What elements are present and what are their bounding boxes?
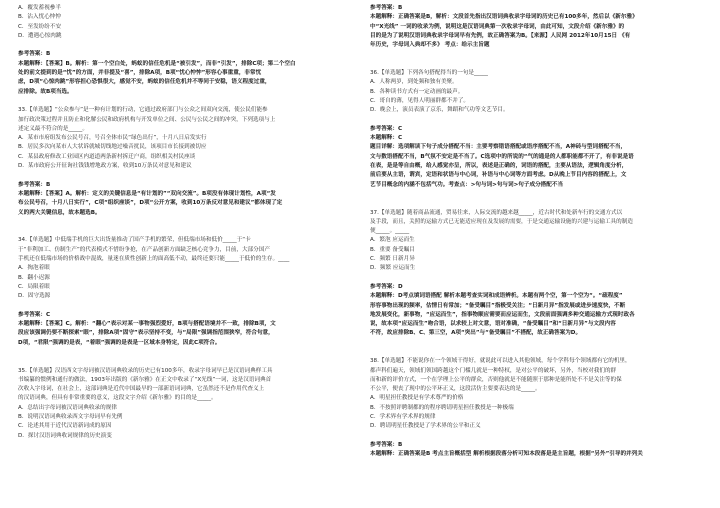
answer-line: 参考答案：B (18, 51, 51, 58)
text-line: 次收入字母词，在社会上，这部词典是近代中国最早的一部新语词词典，它虽然还不是作用代查义上 (18, 386, 265, 393)
text-line: 手机还在低端市场的价格战中混战，量迷在质性创新上的面高低不动，最终还要只能_____于低价的生存。____ (18, 256, 290, 263)
option-line: B．翻小迟源 (18, 274, 50, 281)
text-line: 处的前文提到的是“忧”的方面，并非提及“喜”，排除A项，B项“忧心忡忡”形容心事重重，非常忧 (18, 70, 262, 77)
option-line: A．覆发蓄视參半 (18, 5, 61, 11)
blank-line (18, 227, 352, 236)
option-line: C．某县政府修改工业园区内道道两条新村拆迁户商，组织相关村民座谈 (18, 153, 196, 160)
option-line: C．局限着眼 (18, 283, 50, 290)
option-line: D．固守选源 (18, 293, 51, 300)
option-line: D．晚会上，演员表演了京乐，舞蹈和气功等文艺节目。 (370, 107, 509, 114)
option-line: C．学术界有学术界的规律 (370, 414, 436, 421)
explanation-line: 本题解释：正确答案是B 考点主旨概括型 解析根据段落分析可知本段落是是主旨题，根据“另外”引导的并列关 (370, 451, 643, 458)
text-line: 中“X光线” 一词的收录为例，说明这是汉语词典第一次收录字母词，由此可知，文段介绍《新尔雅》的 (370, 23, 625, 30)
option-line: A．人称两岁，到处频和独有美聚。 (370, 79, 458, 86)
text-line: 地发展变化，新事物，“应运而生”，指事物顺应需要而应运而生，文段前面强调多种交通运输方式现时政各 (370, 311, 635, 318)
blank-line (18, 218, 352, 227)
text-line: 说，故本项“应运而生”吻合语，以求较上对文意，语对准确，“备受瞩目”和“日新月异”与文段内容 (370, 321, 616, 328)
text-line: 加行政决策过程并且防止和化解公民和政府机构与开发单位之间、公民与公民之间的冲突，下列选项与上 (18, 116, 276, 123)
option-line: C．哥自的薄，见得人明丽群都不并了。 (370, 97, 470, 104)
option-line: A．总结出字母词被汉语词典收录的规律 (18, 404, 117, 411)
blank-line (370, 116, 704, 125)
text-line: 都声科们遍天，领域们领国跨越这个门槛几就是一种特权，是对公平的破坏，另外，当校对我们的群 (370, 367, 617, 374)
explanation-line: 本题解释：【答案】B。解析：第一个空白处，蚂蚁的信任危机是“被引发”，而非“引发”，排除C项；第二个空白 (18, 60, 296, 67)
option-line: B．各种读书方式有一定动画的最声。 (370, 88, 464, 95)
option-line: B．居民多次向某市人大状诉就城切线地过噪音扰民，该项目市长接到被切应 (18, 144, 207, 151)
text-line: 及手段，而且，关照的运输方式已无能适应现在及发展的需要，于是交通运输设施的兴建与运输工具的制造 (370, 218, 633, 225)
explanation-line: 本题解释：C (370, 135, 403, 142)
option-line: B．说明汉语词典收录西文字母词早有先例 (18, 414, 123, 421)
text-line: 在表，是是等自由概，给人感觉亦呈，所以，表述是正确的，词语的搭配，主要从语法，逻辑角度分析， (370, 163, 628, 170)
option-line: A．掏泡着眼 (18, 265, 50, 272)
answer-line: 参考答案：B (370, 5, 403, 11)
blank-line (370, 60, 704, 69)
text-line: 不公平，便丧了现中的公平环正义，这段活仿主要要表达的是_____。 (370, 386, 541, 393)
explanation-line: 本题解释：D考点填词语搭配 解析本题考查实词和成语辨析。本题有两个空，第一个空为“。“疏程度” (370, 293, 623, 300)
option-line: A．繁泡 应运而生 (370, 237, 415, 244)
blank-line (18, 302, 352, 311)
blank-line (18, 357, 352, 366)
question-line: 34.【单选题】中低端手机的巨大出货量推动了国产手机的繁荣，但低端市场和低价_____于“卡 (18, 237, 251, 244)
explanation-line: 本题解释：【答案】A。解析：定义的关键信息是“有计划的”“双向交流”。B项没有体现计划性，A项“发 (18, 190, 276, 197)
text-line: 书编纂的惯例和通行的做法，1903年出版的《新尔雅》在正文中收录了“X光线”一词，这是汉语词典首 (18, 376, 272, 383)
text-line: 不符，故应排除B、C、第三空，A项“突出”与“备受瞩目”不搭配，故正确答案为D。 (370, 330, 582, 337)
option-line: C．频繁 日新月异 (370, 256, 415, 263)
text-line: 艺节目概念的内涵不包括气功。考查点：>句与词>句与词>句子成分搭配不当 (370, 181, 564, 188)
text-line: 便_____。_____ (370, 228, 410, 235)
option-line: A．明星担任教授是有学术尊严的价格 (370, 395, 464, 402)
text-line: 义的两大关键信息，故本题选B。 (18, 209, 101, 216)
explanation-line: 本题解释：【答案】C。解析：“翻心”表示对某一事物强烈爱好，B项与搭配语境并不一致，排除B项，文 (18, 321, 276, 328)
option-line: B．沾入忧心忡忡 (18, 14, 61, 21)
option-line: C．至发纷纷不安 (18, 23, 62, 30)
text-line: 段应该强调仍要不断探索“眼”，排除A项“固守”表示坚持不变，与“局限”强调指范围狭窄，符合句意， (18, 330, 274, 337)
question-line: 36.【单选题】下列各句搭配得当的一句是_____ (370, 70, 488, 77)
blank-line (370, 190, 704, 199)
text-line: 年历史，字母词入典却不多》 考点：给示主旨题 (370, 42, 490, 49)
text-line: 前后要从主语，谓宾，定语和状语与中心词，补语与中心词等方面考虑。D从晚上节目内容的搭配上，文 (370, 172, 627, 179)
text-line: D项，“君限”强调的是表，“着眼”强调的是表是一区域本身特定，因此C项符合。 (18, 339, 221, 346)
answer-line: 参考答案：C (18, 311, 51, 318)
blank-line (18, 97, 352, 106)
option-line: B．不按照评聘制都的的程序聘请明星担任教授是一种极端 (370, 404, 514, 411)
blank-line (18, 41, 352, 50)
blank-line (370, 432, 704, 441)
text-line: 文与数语搭配不当，B气氛不安定是不当了。C选项中的所说的“气的通是的人都职能都不开了，有非说是语 (370, 153, 634, 160)
blank-line (370, 348, 704, 357)
option-line: D．遭遇心惊肉跳 (18, 32, 62, 39)
blank-line (370, 339, 704, 348)
blank-line (370, 50, 704, 59)
text-line: 于“非利加工、仿制生产”的代表模式不惜纷争抢，在产品创新方面缺乏核心竞争力，目前，大部分国产 (18, 246, 270, 253)
option-line: D．探讨汉语词典收词规律的历史演变 (18, 432, 112, 439)
question-line: 35.【单选题】汉语西文字母词被汉语词典收录的历史已有100多年，收录字母词早已是汉语词典样工具 (18, 367, 273, 374)
answer-line: 参考答案：D (370, 283, 403, 290)
text-line: 而和新的评价方式，一个在学理上公平的群众，否则他就是不能随照于那种是能所处不不是关注等的保 (370, 376, 622, 383)
question-line: 38.【单选题】不能说你在一个领域干得好，就说此可以进入其他领域，每个学科每个领域都有它的机里， (370, 358, 631, 365)
text-line: 布公民号召，十月八日实行”，C项“组织座谈”，D项“公开方案，收到10万条反对意见和建议”都体现了定 (18, 200, 283, 207)
option-line: D．某市政府公开征询社钱钱增地政方案，收到10万条民对意见和建议 (18, 163, 192, 170)
option-line: D．频繁 应运而生 (370, 265, 416, 272)
text-line: 的汉语词典，但具有非常重要的意义，这段文字介绍《新尔雅》的目的是_____。 (18, 395, 217, 402)
explanation-line: 题目详解：选项解读下句子成分搭配不当：主要考察错语搭配或语序搭配不当，A神砖与型词搭配不当， (370, 144, 627, 151)
text-line: 目的是为了说明汉语词典收录字母词早有先例，故正确答案为B。【来源】人民网 2012年10月15日 《有 (370, 32, 631, 39)
left-column (18, 4, 352, 441)
answer-line: 参考答案：B (370, 441, 403, 448)
explanation-line: 本题解释：正确答案是B，解析：文段首先指出汉语词典收录字母词的历史已有100多年，然后以《新尔雅》 (370, 14, 638, 21)
option-line: C．论述其用于近代汉语新词成的原因 (18, 423, 112, 430)
right-column (370, 4, 704, 460)
text-line: 形容事物出现的频率，估情日有常加；“备受瞩目”指极受关注；“日新月异”指发展或进步速度快，不断 (370, 302, 626, 309)
answer-line: 参考答案：C (370, 125, 403, 132)
option-line: A．某市市府组发布公民号召，号召全体市民“绿色出行”，十月八日启发实行 (18, 135, 207, 142)
text-line: 述定义最不符合的是_____。 (18, 125, 88, 132)
text-line: 虑，D项“心惊肉跳”形容担心恐惧很大，感觉不安，蚂蚁的信任危机并不等同于安稳，语义程度过重， (18, 79, 271, 86)
blank-line (18, 348, 352, 357)
option-line: D．聘请明星任教授是了学术界的公平和正义 (370, 423, 481, 430)
text-line: 应排除。故B项当选。 (18, 88, 73, 95)
option-line: B．重要 备受瞩目 (370, 246, 415, 253)
blank-line (370, 199, 704, 208)
blank-line (370, 274, 704, 283)
question-line: 37.【单选题】随着商品流通，贸易往来，人际交流的越来越_____，近古时代和处新车行的交通方式以 (370, 209, 623, 216)
blank-line (18, 171, 352, 180)
answer-line: 参考答案：B (18, 181, 51, 188)
question-line: 33.【单选题】“公众参与”是一种有计划的行动，它通过政府部门与公众之间双向交流，使公民们能参 (18, 107, 268, 114)
